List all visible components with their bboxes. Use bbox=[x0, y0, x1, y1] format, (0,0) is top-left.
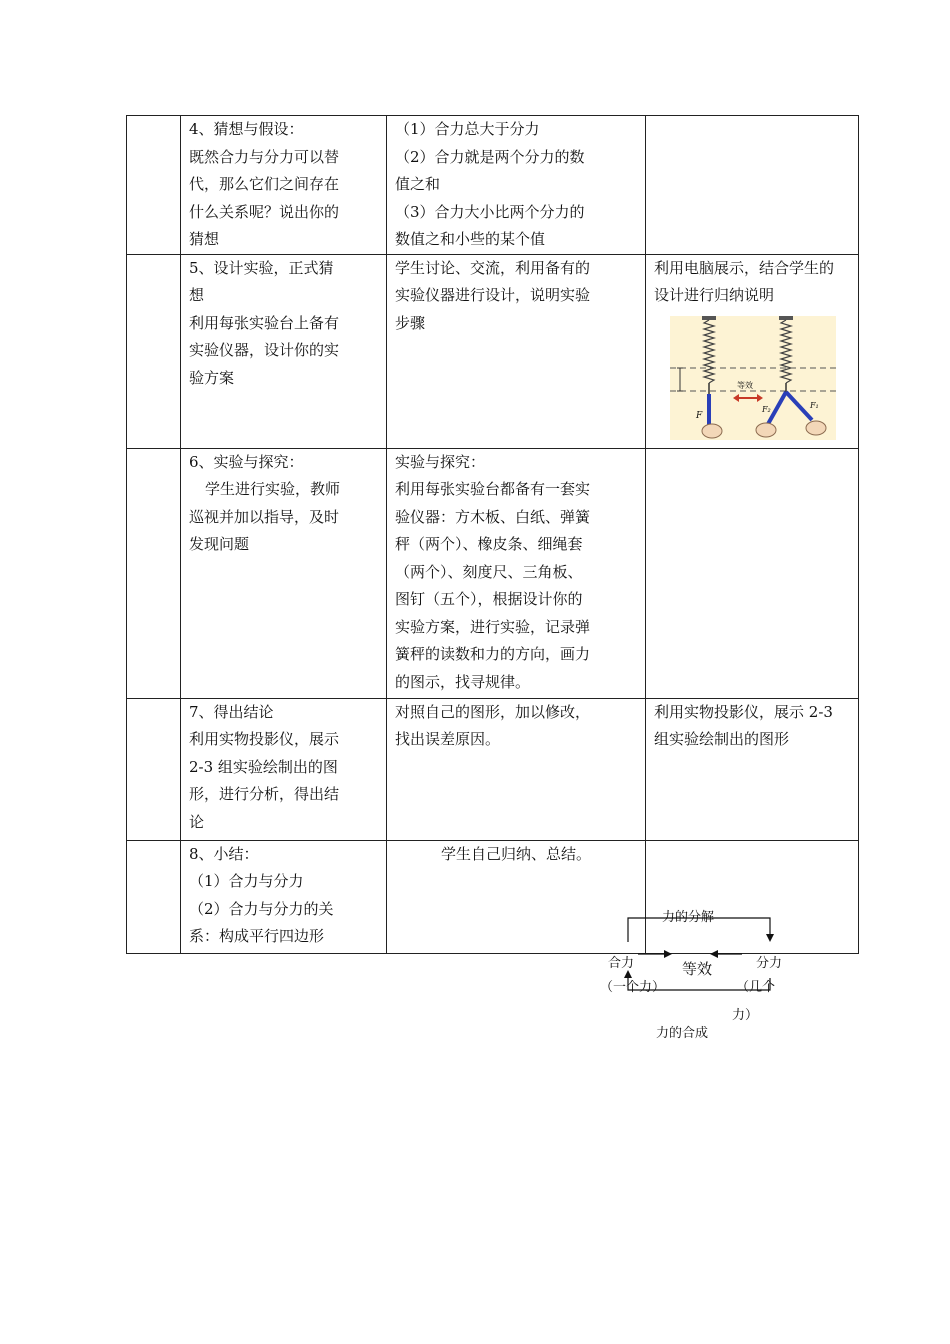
flow-label-forces: 力） bbox=[732, 1008, 759, 1023]
cell-line: 既然合力与分力可以替 bbox=[189, 147, 340, 166]
cell-line: （3）合力大小比两个分力的 bbox=[395, 202, 585, 221]
blank-cell bbox=[127, 698, 181, 840]
cell-line: 实验与探究： bbox=[395, 452, 486, 471]
flow-label-resultant: 合力 bbox=[608, 956, 635, 971]
blank-cell bbox=[127, 448, 181, 698]
cell-line: 巡视并加以指导，及时 bbox=[189, 507, 340, 526]
blank-cell bbox=[127, 840, 181, 953]
teaching-aid-cell bbox=[646, 116, 859, 255]
cell-line: 利用电脑展示，结合学生的 bbox=[654, 258, 835, 277]
cell-line: 4、猜想与假设： bbox=[189, 120, 304, 138]
cell-line: 利用每张实验台都备有一套实 bbox=[395, 480, 591, 498]
cell-line: 设计进行归纳说明 bbox=[654, 286, 775, 304]
cell-line: 图钉（五个），根据设计你的 bbox=[395, 590, 583, 608]
teaching-step-cell bbox=[181, 448, 387, 698]
table-row bbox=[127, 698, 859, 840]
right-clamp bbox=[779, 316, 793, 320]
cell-line: 学生讨论、交流，利用备有的 bbox=[395, 258, 591, 277]
spring-scale-experiment-figure bbox=[670, 316, 836, 440]
force-flow-diagram bbox=[598, 900, 798, 1050]
cell-line: 6、实验与探究： bbox=[189, 452, 304, 471]
student-activity-cell bbox=[387, 116, 646, 255]
teaching-step-cell bbox=[181, 116, 387, 255]
cell-line: 实验仪器进行设计，说明实验 bbox=[395, 286, 591, 304]
hand-left bbox=[702, 424, 722, 438]
teaching-step-cell bbox=[181, 840, 387, 953]
cell-line: 实验仪器，设计你的实 bbox=[189, 341, 340, 359]
student-activity-cell bbox=[387, 448, 646, 698]
flow-label-one-force: （一个力） bbox=[600, 980, 666, 995]
cell-line: 验方案 bbox=[189, 368, 235, 387]
cell-line: 利用实物投影仪，展示 2-3 bbox=[654, 702, 833, 721]
left-clamp bbox=[702, 316, 716, 320]
cell-line: 形，进行分析，得出结 bbox=[189, 785, 340, 803]
cell-line: 系：构成平行四边形 bbox=[189, 927, 325, 945]
student-activity-cell bbox=[387, 254, 646, 448]
cell-line: 秤（两个）、橡皮条、细绳套 bbox=[395, 535, 583, 553]
table-row bbox=[127, 116, 859, 255]
cell-line: 8、小结： bbox=[189, 844, 259, 863]
left-spring bbox=[704, 320, 714, 383]
hand-right bbox=[806, 421, 826, 435]
flow-label-decomposition: 力的分解 bbox=[662, 910, 715, 925]
teaching-aid-cell bbox=[646, 254, 859, 448]
lesson-plan-table bbox=[126, 115, 859, 954]
cell-line: 簧秤的读数和力的方向，画力 bbox=[395, 645, 591, 663]
cell-line: 2-3 组实验绘制出的图 bbox=[189, 757, 338, 776]
cell-line: 数值之和小些的某个值 bbox=[395, 230, 546, 248]
label-f: F bbox=[696, 410, 703, 421]
cell-line: 猜想 bbox=[189, 230, 220, 248]
cell-line: 7、得出结论 bbox=[189, 702, 274, 721]
flow-label-several: （几个 bbox=[736, 980, 776, 995]
teaching-aid-cell bbox=[646, 448, 859, 698]
label-f1: F₁ bbox=[810, 400, 819, 410]
cell-line: 实验方案，进行实验，记录弹 bbox=[395, 617, 591, 636]
cell-line: 利用实物投影仪，展示 bbox=[189, 730, 340, 748]
cell-line: （1）合力与分力 bbox=[189, 872, 304, 890]
flow-label-components: 分力 bbox=[756, 956, 783, 971]
cell-line: 找出误差原因。 bbox=[395, 730, 501, 748]
decomposition-arrowhead bbox=[766, 934, 774, 942]
cell-line: 验仪器：方木板、白纸、弹簧 bbox=[395, 507, 591, 526]
cell-line: （两个）、刻度尺、三角板、 bbox=[395, 562, 583, 581]
label-equivalent: 等效 bbox=[737, 380, 753, 390]
cell-line: 代，那么它们之间存在 bbox=[189, 175, 340, 193]
cell-line: 值之和 bbox=[395, 175, 441, 193]
label-f2: F₂ bbox=[762, 404, 771, 414]
blank-cell bbox=[127, 116, 181, 255]
flow-label-equivalent: 等效 bbox=[682, 960, 713, 978]
experiment-illustration bbox=[670, 316, 836, 440]
cell-line: 5、设计实验，正式猜 bbox=[189, 258, 334, 277]
student-activity-cell bbox=[387, 698, 646, 840]
cell-line: （1）合力总大于分力 bbox=[395, 120, 540, 138]
table-row bbox=[127, 254, 859, 448]
cell-line: 的图示，找寻规律。 bbox=[395, 672, 531, 691]
cell-line: 发现问题 bbox=[189, 535, 250, 553]
flow-label-composition: 力的合成 bbox=[656, 1026, 709, 1041]
cell-line: 组实验绘制出的图形 bbox=[654, 730, 790, 748]
cell-line: 学生自己归纳、总结。 bbox=[440, 844, 591, 863]
cell-line: 对照自己的图形，加以修改， bbox=[395, 702, 591, 721]
blank-cell bbox=[127, 254, 181, 448]
table-row bbox=[127, 448, 859, 698]
cell-line: 学生进行实验，教师 bbox=[205, 480, 341, 498]
cell-line: 论 bbox=[189, 812, 205, 831]
cell-line: 什么关系呢？说出你的 bbox=[189, 202, 340, 221]
cell-line: 想 bbox=[189, 286, 205, 304]
right-spring bbox=[781, 320, 791, 383]
cell-line: （2）合力就是两个分力的数 bbox=[395, 147, 585, 166]
teaching-step-cell bbox=[181, 698, 387, 840]
cell-line: 步骤 bbox=[395, 313, 426, 332]
teaching-aid-cell bbox=[646, 698, 859, 840]
cell-line: 利用每张实验台上备有 bbox=[189, 313, 340, 332]
component-force-line-2 bbox=[786, 392, 812, 420]
teaching-step-cell bbox=[181, 254, 387, 448]
cell-line: （2）合力与分力的关 bbox=[189, 899, 334, 918]
hand-middle bbox=[756, 423, 776, 437]
